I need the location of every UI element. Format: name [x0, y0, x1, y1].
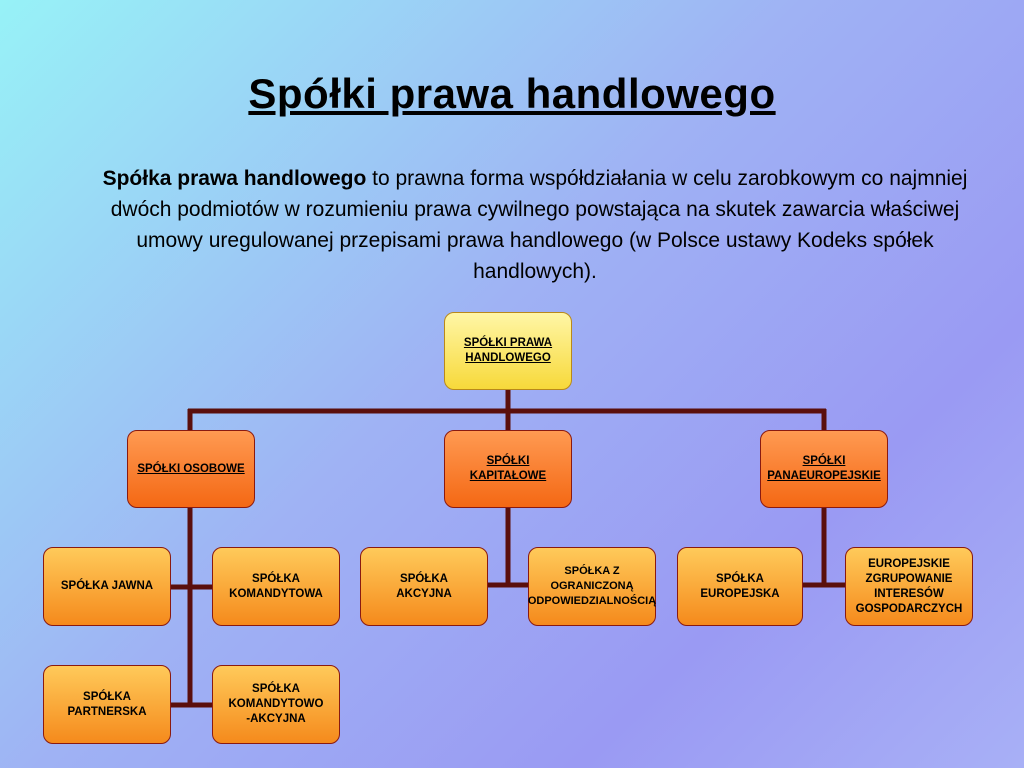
- node-spolka-komandytowo-akcyjna[interactable]: [212, 665, 340, 744]
- node-label: SPÓŁKI OSOBOWE: [137, 462, 245, 475]
- node-label: SPÓŁKA PARTNERSKA: [67, 690, 147, 718]
- node-spolki-panaeuropejskie[interactable]: [760, 430, 888, 508]
- node-spolka-jawna[interactable]: [43, 547, 171, 626]
- node-ezig[interactable]: [845, 547, 973, 626]
- node-spolki-prawa-handlowego[interactable]: [444, 312, 572, 390]
- node-label: SPÓŁKA KOMANDYTOWO -AKCYJNA: [228, 683, 324, 725]
- node-label: SPÓŁKA KOMANDYTOWA: [229, 572, 323, 600]
- node-label: SPÓŁKI PRAWA HANDLOWEGO: [463, 337, 553, 364]
- node-label: EUROPEJSKIE ZGRUPOWANIE INTERESÓW GOSPODARCZYCH: [855, 557, 963, 615]
- node-spolka-europejska[interactable]: [677, 547, 803, 626]
- node-label: SPÓŁKI PANAEUROPEJSKIE: [767, 455, 881, 482]
- node-label: SPÓŁKA EUROPEJSKA: [700, 572, 780, 600]
- node-spolka-partnerska[interactable]: [43, 665, 171, 744]
- node-spolki-osobowe[interactable]: [127, 430, 255, 508]
- definition-term: Spółka prawa handlowego: [102, 167, 367, 190]
- node-spolki-kapitalowe[interactable]: [444, 430, 572, 508]
- node-label: SPÓŁKA AKCYJNA: [396, 572, 452, 600]
- node-spolka-zoo[interactable]: [528, 547, 656, 626]
- node-spolka-komandytowa[interactable]: [212, 547, 340, 626]
- node-spolka-akcyjna[interactable]: [360, 547, 488, 626]
- node-label: SPÓŁKA Z OGRANICZONĄ ODPOWIEDZIALNOŚCIĄ: [527, 565, 657, 607]
- slide-title: Spółki prawa handlowego: [248, 70, 776, 117]
- node-label: SPÓŁKI KAPITAŁOWE: [469, 455, 547, 482]
- definition-text: to prawna forma współdziałania w celu zarobkowym co najmniej dwóch podmiotów w rozumieniu prawa cywilnego powstająca na skutek zawarcia właściwej umowy uregulowanej przepisami prawa handlowego (w Polsce ustawy Kodeks spółek handlowych).: [110, 167, 968, 283]
- node-label: SPÓŁKA JAWNA: [60, 580, 154, 592]
